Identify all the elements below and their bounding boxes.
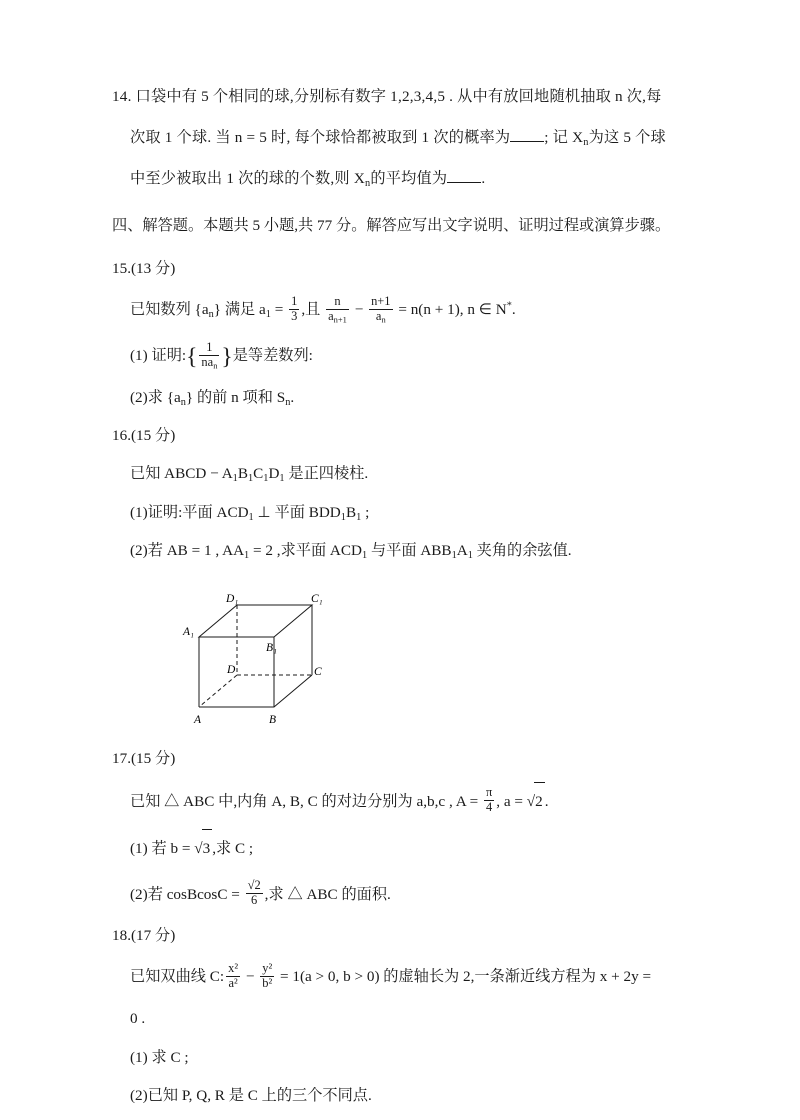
q16-part-2-a: (2)若 AB = 1 , AA (130, 542, 245, 560)
q14-blank-2 (447, 168, 481, 183)
q16-part-1-b: ⊥ 平面 BDD (253, 503, 341, 521)
q17-part-2-frac (246, 879, 263, 908)
q18-frac-2 (260, 962, 274, 991)
q15-stem-sub2: 1 (265, 309, 271, 321)
q18-stem-b: − (242, 968, 259, 986)
q14-line-2-text-a: 次取 1 个球. 当 n = 5 时, 每个球恰都被取到 1 次的概率为 (130, 128, 511, 146)
q18-stem-line-2: 0 . (130, 1010, 146, 1028)
q15-frac-2-den (326, 309, 349, 325)
q15-frac-2-num: n (334, 293, 341, 308)
q18-part-1: (1) 求 C ; (130, 1048, 189, 1066)
q16-part-2-c: 与平面 ABB (367, 542, 452, 560)
q15-part-1-frac-num: 1 (206, 339, 213, 354)
q16-stem-s2: 1 (247, 472, 254, 484)
q15-part-1-frac (199, 341, 219, 371)
q17-part-2-b: ,求 △ ABC 的面积. (264, 885, 391, 903)
cube-label-D: D (227, 663, 236, 676)
q16-stem-s4: 1 (279, 472, 285, 484)
q15-part-2-sub2: n (285, 397, 291, 409)
q16-part-1-s3: 1 (356, 511, 362, 523)
q15-part-2-sub1: n (180, 397, 186, 409)
question-14 (112, 82, 692, 194)
q16-part-1-s1: 1 (248, 511, 254, 523)
q17-stem-c: . (544, 792, 549, 810)
cube-figure-svg (172, 575, 362, 735)
q14-line-1: 14. 口袋中有 5 个相同的球,分别标有数字 1,2,3,4,5 . 从中有放回地随机抽取 n 次,每 (112, 88, 662, 105)
q18-frac-1-num: x² (228, 961, 239, 975)
q16-part-1-d: ; (361, 503, 370, 521)
q15-stem-g: . (511, 301, 516, 319)
q16-stem-s3: 1 (263, 472, 269, 484)
q15-frac-3-den (369, 309, 392, 325)
q16-stem (112, 459, 692, 490)
q15-part-1-frac-den-sub: n (213, 359, 218, 370)
q14-line-2-text-b: ; 记 X (544, 128, 584, 146)
cube-bottom-front (199, 675, 312, 707)
cube-label-C1: C₁ (311, 592, 323, 605)
q16-part-2-s3: 1 (451, 549, 457, 561)
q15-stem-c: = (270, 301, 288, 319)
q16-part-2-s2: 1 (362, 549, 368, 561)
q15-frac-3 (369, 295, 392, 325)
q15-part-1-frac-den (199, 355, 219, 371)
q15-part-2-a: (2)求 {a (130, 389, 181, 407)
q15-frac-1-den: 3 (291, 309, 298, 324)
q15-frac-3-num: n+1 (371, 293, 391, 308)
q15-brace-close: } (221, 344, 233, 371)
cube-top-face (199, 605, 312, 637)
q16-part-2-b: = 2 ,求平面 ACD (249, 542, 362, 560)
q17-number: 17.(15 分) (112, 749, 176, 767)
q18-frac-1 (226, 962, 240, 991)
q15-frac-3-den-base: a (375, 308, 382, 323)
q16-part-2-s4: 1 (467, 549, 473, 561)
q15-frac-2-den-base: a (328, 308, 334, 323)
q15-frac-2 (326, 295, 349, 325)
q14-line-3-sub: n (365, 177, 371, 189)
q14-blank-1 (510, 127, 544, 142)
q17-sqrt-radicand: 2 (534, 782, 545, 821)
q16-stem-c: C (253, 464, 264, 482)
q15-frac-1-num: 1 (291, 294, 298, 309)
q15-part-1-frac-den-base: na (201, 354, 214, 369)
section-4-heading: 四、解答题。本题共 5 小题,共 77 分。解答应写出文字说明、证明过程或演算步骤。 (112, 216, 671, 234)
cube-figure (112, 575, 692, 735)
q15-part-2-c: . (290, 389, 295, 407)
q17-frac (484, 786, 494, 815)
q15-part-1-a: (1) 证明: (130, 347, 187, 365)
q14-line-2 (112, 123, 692, 153)
q16-part-1-s2: 1 (340, 511, 346, 523)
q18-part-2: (2)已知 P, Q, R 是 C 上的三个不同点. (130, 1087, 372, 1105)
q15-part-2-b: } 的前 n 项和 S (185, 389, 286, 407)
q16-part-1 (112, 498, 692, 529)
q15-stem-b: } 满足 a (213, 301, 266, 319)
q17-sqrt-sign: √ (526, 792, 536, 810)
q14-line-2-sub: n (583, 136, 589, 148)
q17-part-1-sqrt-sign: √ (194, 839, 203, 857)
q17-part-1-a: (1) 若 b = (130, 839, 195, 857)
q15-frac-1 (289, 295, 299, 324)
q15-stem-a: 已知数列 {a (130, 301, 209, 319)
q18-stem-c: = 1(a > 0, b > 0) 的虚轴长为 2,一条渐近线方程为 x + 2y = (276, 968, 652, 986)
q15-number: 15.(13 分) (112, 259, 176, 277)
q15-stem-e: − (350, 301, 368, 319)
cube-label-A1: A₁ (183, 625, 195, 638)
q15-stem-sup: * (506, 301, 512, 313)
q17-stem (112, 782, 692, 821)
q14-line-3 (112, 164, 692, 194)
question-16 (112, 422, 692, 735)
cube-label-C: C (314, 665, 322, 678)
q17-part-1-b: ,求 C ; (212, 839, 254, 857)
q16-stem-e: 是正四棱柱. (284, 464, 369, 482)
q14-line-3-text-b: 的平均值为 (370, 169, 448, 187)
q18-number: 18.(17 分) (112, 926, 176, 944)
q17-stem-b: , a = (496, 792, 527, 810)
cube-label-B: B (269, 713, 277, 726)
q14-line-3-text-c: . (481, 169, 486, 187)
q17-stem-a: 已知 △ ABC 中,内角 A, B, C 的对边分别为 a,b,c , A = (130, 792, 482, 810)
q15-frac-2-den-sub: n+1 (333, 313, 347, 324)
q18-stem-line-1 (112, 958, 692, 996)
q17-frac-den: 4 (484, 800, 494, 815)
q17-part-1-sqrt-radicand: 3 (202, 829, 213, 868)
q16-part-2-e: 夹角的余弦值. (472, 542, 572, 560)
q15-stem (112, 291, 692, 329)
cube-label-B1: B₁ (266, 641, 278, 654)
q15-brace-open: { (186, 344, 198, 371)
q16-stem-b: B (237, 464, 248, 482)
q16-stem-a: 已知 ABCD − A (130, 464, 233, 482)
q16-part-1-a: (1)证明:平面 ACD (130, 503, 249, 521)
q16-number: 16.(15 分) (112, 427, 176, 445)
cube-label-A: A (194, 713, 202, 726)
q18-frac-2-num: y² (262, 961, 273, 975)
q17-frac-num: π (485, 785, 493, 800)
q16-part-2-d: A (456, 542, 468, 560)
q15-part-1 (112, 337, 692, 375)
q16-part-1-c: B (345, 503, 357, 521)
q16-part-2-s1: 1 (244, 549, 250, 561)
q18-frac-1-den: a² (226, 976, 240, 991)
q16-stem-s1: 1 (232, 472, 238, 484)
document-content (112, 82, 692, 1120)
q15-part-2 (112, 383, 692, 414)
q17-part-2-a: (2)若 cosBcosC = (130, 885, 244, 903)
q17-part-2-frac-num: √2 (247, 878, 261, 893)
q16-stem-d: D (268, 464, 280, 482)
q15-part-1-b: 是等差数列: (232, 347, 313, 365)
q17-part-1 (112, 829, 692, 868)
question-17 (112, 745, 692, 914)
q15-frac-3-den-sub: n (381, 313, 386, 324)
question-18 (112, 922, 692, 1112)
q18-stem-a: 已知双曲线 C: (130, 968, 225, 986)
question-15 (112, 255, 692, 414)
q14-line-3-text-a: 中至少被取出 1 次的球的个数,则 X (130, 169, 365, 187)
cube-label-D1: D₁ (226, 592, 239, 605)
q16-part-2 (112, 536, 692, 567)
q17-part-2 (112, 876, 692, 914)
q18-frac-2-den: b² (262, 975, 273, 990)
q15-stem-sub1: n (208, 309, 214, 321)
q15-stem-f: = n(n + 1), n ∈ N (394, 301, 507, 319)
q15-stem-d: ,且 (301, 301, 325, 319)
cube-edge-DA (199, 675, 237, 707)
q14-line-2-text-c: 为这 5 个球 (588, 128, 666, 146)
q17-part-2-frac-den: 6 (246, 893, 263, 908)
